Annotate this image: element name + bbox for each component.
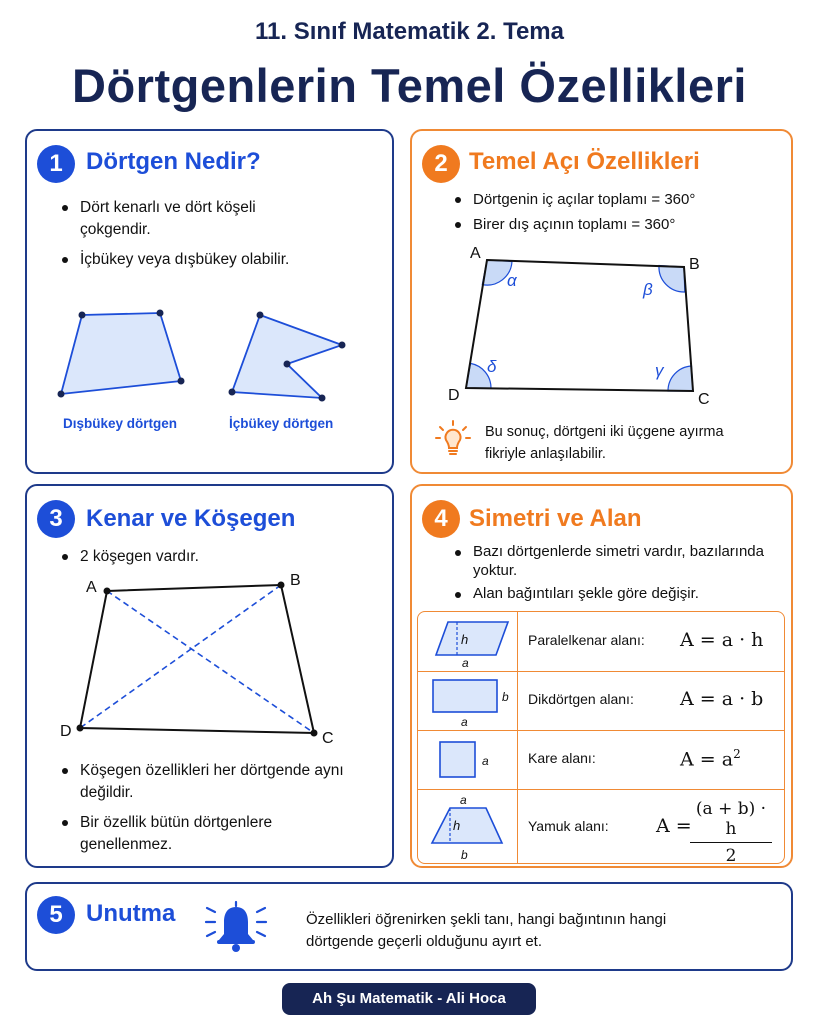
row-name: Kare alanı: (528, 750, 596, 766)
svg-text:h: h (453, 818, 461, 833)
row-name: Paralelkenar alanı: (528, 632, 645, 648)
section-2-title: Temel Açı Özellikleri (469, 148, 700, 175)
section-4-title: Simetri ve Alan (469, 505, 642, 532)
formula (680, 747, 741, 770)
section-4-bullets (453, 542, 773, 611)
table-row (418, 612, 784, 671)
diagonal-bd (80, 585, 281, 728)
page-subtitle: 11. Sınıf Matematik 2. Tema (254, 18, 564, 45)
bullet: Bazı dörtgenlerde simetri vardır, bazılarında yoktur. (453, 542, 773, 580)
convex-caption: Dışbükey dörtgen (63, 416, 178, 431)
angle-label: γ (655, 361, 664, 380)
section-2-tip: Bu sonuç, dörtgeni iki üçgene ayırma fikriyle anlaşılabilir. (485, 424, 724, 462)
svg-text:a: a (482, 754, 489, 768)
section-4-badge: 4 (422, 500, 460, 538)
page-title: Dörtgenlerin Temel Özellikleri (72, 59, 747, 112)
concave-quadrilateral-figure (225, 305, 355, 405)
svg-text:a: a (460, 793, 467, 807)
formula: A = a · h (680, 629, 764, 651)
bullet: Dörtgenin iç açılar toplamı = 360° (453, 189, 773, 211)
section-1-title: Dörtgen Nedir? (86, 148, 261, 175)
angle-label: δ (487, 357, 497, 376)
vertex-label: C (322, 730, 334, 747)
section-1-badge: 1 (37, 145, 75, 183)
vertex-label: C (698, 391, 710, 408)
footer-badge: Ah Şu Matematik - Ali Hoca (282, 983, 536, 1015)
concave-caption: İçbükey dörtgen (229, 416, 334, 431)
vertex-label: D (448, 387, 460, 404)
section-5-text: Özellikleri öğrenirken şekli tanı, hangi bağıntının hangi dörtgende geçerli olduğunu ayırt et. (306, 911, 667, 950)
row-name: Yamuk alanı: (528, 818, 609, 834)
concave-shape (232, 315, 342, 398)
diagonal-quadrilateral-figure (50, 570, 350, 750)
bullet: Dört kenarlı ve dört köşeli çokgendir. (60, 197, 310, 241)
lightbulb-icon (434, 419, 472, 459)
angle-quadrilateral-figure (440, 240, 720, 410)
rectangle-icon (430, 676, 515, 728)
bullet: Alan bağıntıları şekle göre değişir. (453, 584, 773, 603)
bullet: Birer dış açının toplamı = 360° (453, 214, 773, 236)
section-2-badge: 2 (422, 145, 460, 183)
vertex-label: D (60, 723, 72, 740)
quadrilateral-outline (80, 585, 314, 733)
section-5-title: Unutma (86, 900, 176, 927)
vertex-label: A (470, 245, 481, 262)
section-3-bottom-bullets (60, 760, 360, 864)
parallelogram-icon (430, 618, 510, 668)
section-2-bullets (453, 189, 773, 244)
convex-quadrilateral-figure (50, 305, 200, 405)
angle-label: β (643, 280, 653, 299)
table-row (418, 789, 784, 865)
formula-exponent: 2 (733, 747, 741, 761)
svg-text:b: b (502, 690, 509, 704)
angle-label: α (507, 271, 517, 290)
bullet: Bir özellik bütün dörtgenlere genellenmez. (60, 812, 360, 856)
table-row (418, 730, 784, 789)
bullet: İçbükey veya dışbükey olabilir. (60, 249, 310, 271)
vertex-label: B (290, 572, 301, 589)
bell-icon (203, 900, 269, 954)
formula-fraction (690, 799, 772, 866)
row-name: Dikdörtgen alanı: (528, 691, 634, 707)
svg-text:h: h (461, 632, 469, 647)
diagonal-ac (107, 591, 314, 733)
formula-lhs: A = (656, 815, 692, 837)
svg-text:a: a (462, 656, 469, 668)
section-5-badge: 5 (37, 896, 75, 934)
vertex-label: B (689, 256, 700, 273)
formula-denominator: 2 (725, 846, 737, 866)
formula-base: A = a (680, 748, 734, 771)
square-icon (438, 739, 498, 781)
section-1-bullets (60, 197, 310, 279)
area-formula-table (417, 611, 785, 864)
table-row (418, 671, 784, 730)
formula: A = a · b (680, 688, 764, 710)
svg-text:b: b (461, 848, 468, 862)
bullet: 2 köşegen vardır. (60, 546, 360, 568)
vertex-label: A (86, 579, 97, 596)
section-3-title: Kenar ve Köşegen (86, 505, 296, 532)
convex-shape (61, 313, 181, 394)
trapezoid-icon (428, 791, 510, 863)
formula-numerator: (a + b) · h (690, 799, 772, 843)
svg-text:a: a (461, 715, 468, 728)
section-3-badge: 3 (37, 500, 75, 538)
bullet: Köşegen özellikleri her dörtgende aynı değildir. (60, 760, 360, 804)
